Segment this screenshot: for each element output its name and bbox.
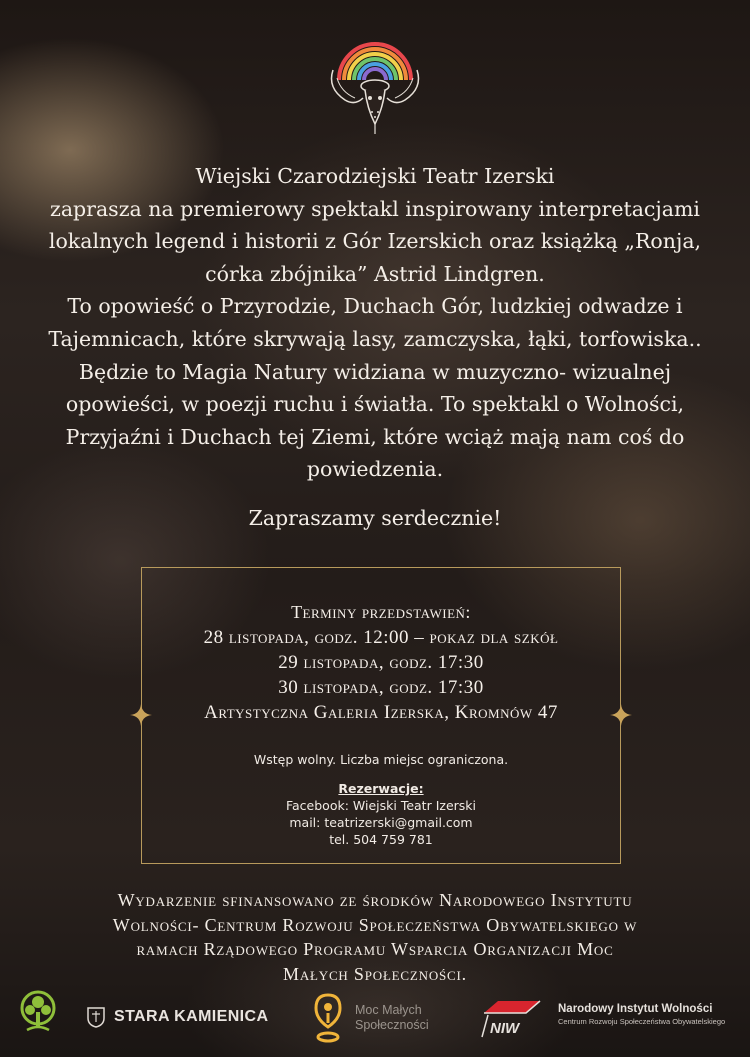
intro-line: Przyjaźni i Duchach tej Ziemi, które wciąż mają nam coś do xyxy=(65,424,685,449)
rainbow-spirit-logo-icon xyxy=(325,28,425,138)
intro-line: lokalnych legend i historii z Gór Izerskich oraz książką „Ronja, xyxy=(48,229,702,254)
niw-name: Narodowy Instytut Wolności xyxy=(558,1003,713,1015)
niw-logo-icon xyxy=(478,997,546,1039)
intro-line: To opowieść o Przyrodzie, Duchach Gór, ludzkiej odwadze i xyxy=(67,294,683,319)
niw-subtitle: Centrum Rozwoju Społeczeństwa Obywatelskiego xyxy=(558,1017,726,1026)
invitation-text: Zapraszamy serdecznie! xyxy=(248,506,502,530)
funding-line: Małych Społeczności. xyxy=(283,963,467,984)
funding-note xyxy=(30,888,720,986)
schedule-date: 28 listopada, godz. 12:00 – pokaz dla szkół xyxy=(203,627,559,648)
intro-line: zaprasza na premierowy spektakl inspirowany interpretacjami xyxy=(50,196,700,221)
niw-mark: NIW xyxy=(490,1020,520,1037)
entry-note: Wstęp wolny. Liczba miejsc ograniczona. xyxy=(253,752,509,767)
intro-line: Wiejski Czarodziejski Teatr Izerski xyxy=(195,164,555,188)
stara-kamienica-logo xyxy=(86,1002,268,1032)
moc-line: Społeczności xyxy=(355,1018,429,1032)
location-pin-icon xyxy=(313,993,343,1043)
funding-line: ramach Rządowego Programu Wsparcia Organizacji Moc xyxy=(136,939,614,959)
moc-line: Moc Małych xyxy=(355,1003,422,1017)
schedule-date: 29 listopada, godz. 17:30 xyxy=(278,652,484,673)
moc-malych-spolecznosci-logo xyxy=(313,990,429,1046)
email-contact: mail: teatrizerski@gmail.com xyxy=(289,815,473,830)
crest-icon xyxy=(86,1006,106,1028)
niw-name-block xyxy=(558,1003,725,1026)
facebook-contact: Facebook: Wiejski Teatr Izerski xyxy=(285,798,476,813)
intro-text xyxy=(40,160,710,486)
funding-line: Wydarzenie sfinansowano ze środków Narodowego Instytutu xyxy=(117,890,633,910)
funding-line: Wolności- Centrum Rozwoju Społeczeństwa Obywatelskiego w xyxy=(112,914,638,935)
sponsor-logos xyxy=(0,985,750,1057)
schedule-title: Terminy przedstawień: xyxy=(291,602,471,622)
schedule-date: 30 listopada, godz. 17:30 xyxy=(278,677,484,698)
schedule xyxy=(141,600,621,725)
intro-line: opowieści, w poezji ruchu i światła. To spektakl o Wolności, xyxy=(65,392,685,417)
phone-contact: tel. 504 759 781 xyxy=(329,832,433,847)
tree-logo-icon xyxy=(15,988,61,1034)
stara-kamienica-label: STARA KAMIENICA xyxy=(114,1008,269,1025)
event-info xyxy=(141,751,621,848)
reservation-heading: Rezerwacje: xyxy=(338,781,424,796)
intro-line: powiedzenia. xyxy=(306,457,444,482)
intro-line: Tajemnicach, które skrywają lasy, zamczyska, łąki, torfowiska.. xyxy=(48,326,702,351)
intro-line: Będzie to Magia Natury widziana w muzyczno- wizualnej xyxy=(78,359,672,384)
schedule-venue: Artystyczna Galeria Izerska, Kromnów 47 xyxy=(204,702,558,723)
intro-line: córka zbójnika” Astrid Lindgren. xyxy=(205,261,545,286)
